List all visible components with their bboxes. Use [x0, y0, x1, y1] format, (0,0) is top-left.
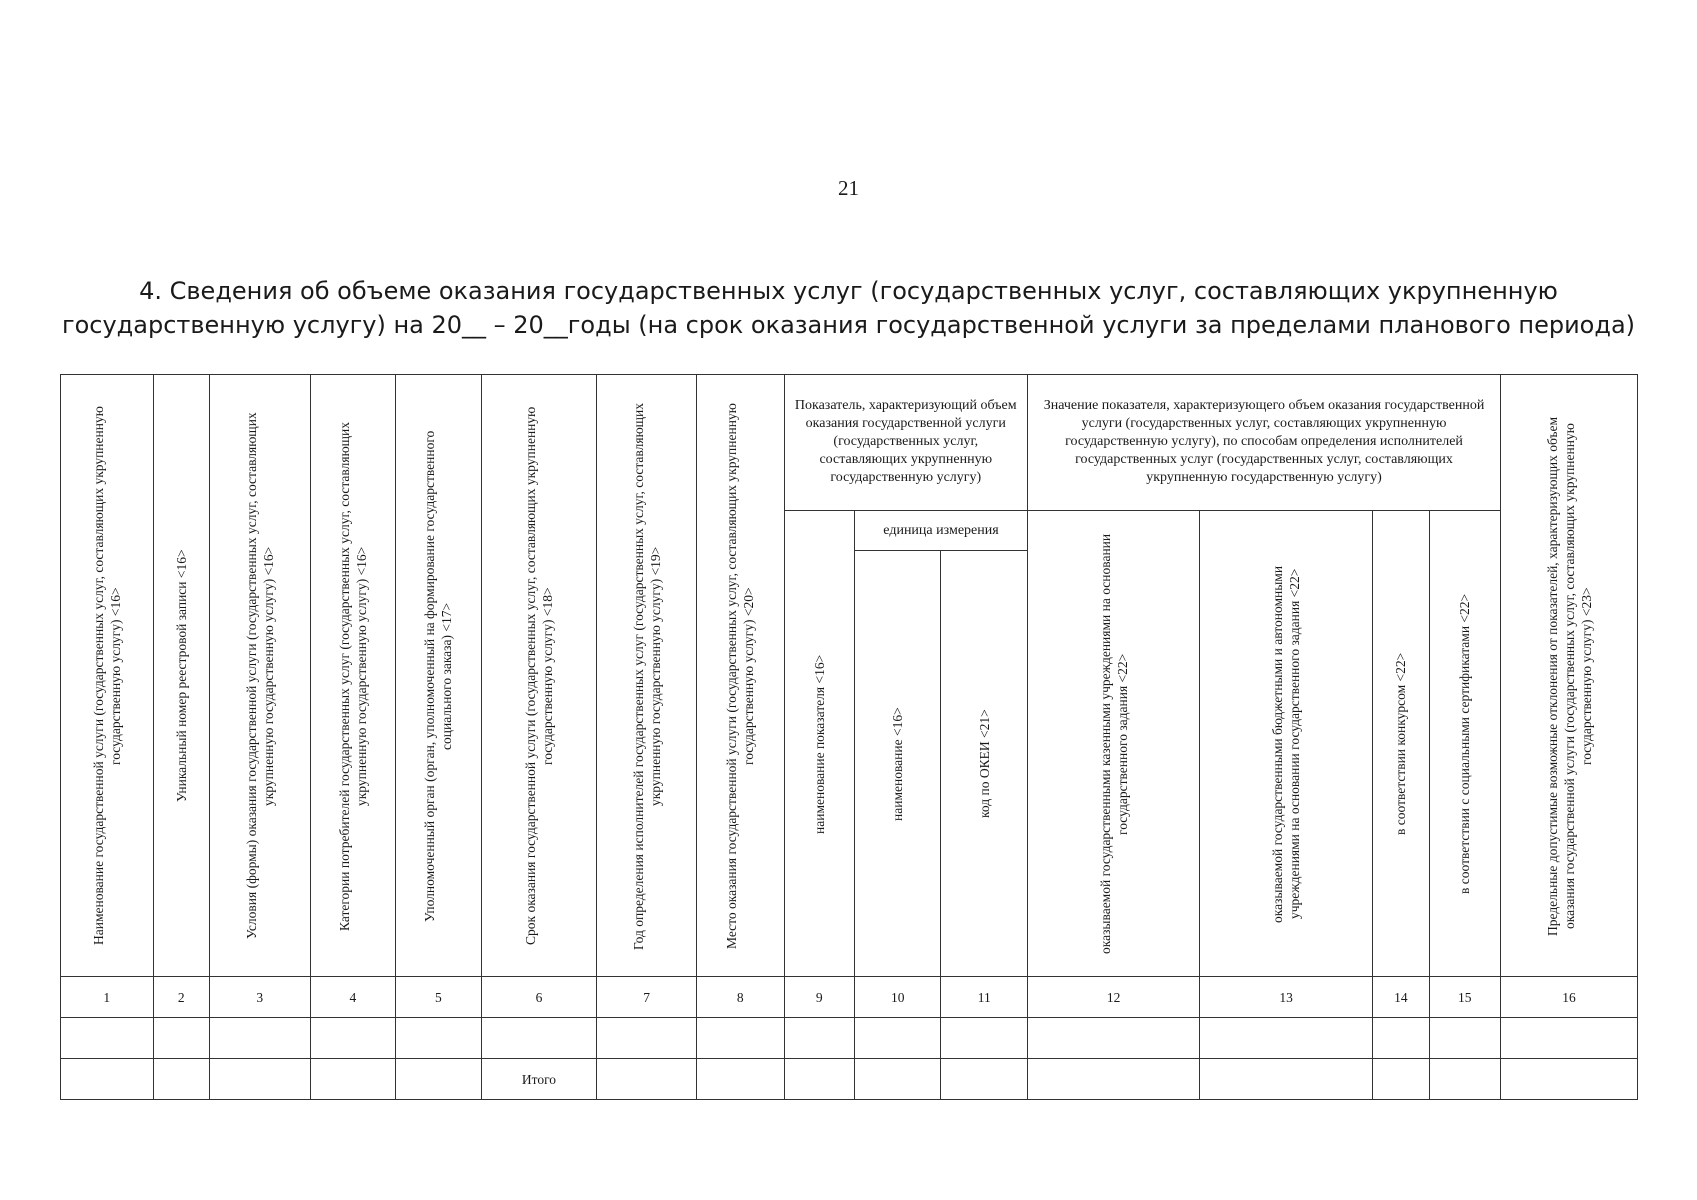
- empty-cell: [696, 1018, 784, 1059]
- header-col-1-label: Наименование государственной услуги (государственных услуг, составляющих укрупненную государственную услугу) <16>: [90, 406, 123, 945]
- empty-cell: [696, 1059, 784, 1100]
- header-col-4-label: Категории потребителей государственных услуг (государственных услуг, составляющих укрупненную государственную услугу) <16>: [336, 420, 369, 931]
- header-col-7-label: Год определения исполнителей государственных услуг (государственных услуг, составляющих укрупненную государственную услугу) <19>: [630, 401, 663, 950]
- empty-cell: [1429, 1059, 1500, 1100]
- header-col-4: [310, 375, 396, 977]
- header-col-1: [61, 375, 154, 977]
- header-col-6-label: Срок оказания государственной услуги (государственных услуг, составляющих укрупненную государственную услугу) <18>: [522, 406, 555, 945]
- services-volume-table: [60, 374, 1638, 1100]
- header-unit-group-label: единица измерения: [883, 523, 999, 538]
- column-number: 13: [1200, 977, 1373, 1018]
- header-col-11-label: код по ОКЕИ <21>: [976, 709, 992, 818]
- empty-cell: [61, 1018, 154, 1059]
- header-col-10: [854, 551, 941, 977]
- empty-cell: [61, 1059, 154, 1100]
- empty-cell: [310, 1059, 396, 1100]
- column-number: 11: [941, 977, 1028, 1018]
- empty-cell: [209, 1018, 310, 1059]
- empty-cell: [597, 1059, 697, 1100]
- header-col-3: [209, 375, 310, 977]
- header-col-5-label: Уполномоченный орган (орган, уполномоченный на формирование государственного социального заказа) <17>: [422, 429, 455, 922]
- header-col-14: [1373, 511, 1429, 977]
- column-number-row: [61, 977, 1638, 1018]
- header-col-11: [941, 551, 1028, 977]
- empty-cell: [209, 1059, 310, 1100]
- column-number: 12: [1028, 977, 1200, 1018]
- header-col-16-label: Предельные допустимые возможные отклонения от показателей, характеризующих объем оказания государственной услуги (государственных услуг, составляющих укрупненную государственную услугу) <23>: [1544, 415, 1594, 936]
- empty-cell: [1373, 1059, 1429, 1100]
- column-number: 10: [854, 977, 941, 1018]
- column-number: 6: [481, 977, 597, 1018]
- column-number: 4: [310, 977, 396, 1018]
- header-col-13-label: оказываемой государственными бюджетными и автономными учреждениями на основании государственного задания <22>: [1270, 564, 1303, 923]
- empty-cell: [1028, 1059, 1200, 1100]
- empty-cell: [854, 1059, 941, 1100]
- column-number: 16: [1501, 977, 1638, 1018]
- section-title: [60, 274, 1637, 342]
- header-col-8-label: Место оказания государственной услуги (государственных услуг, составляющих укрупненную государственную услугу) <20>: [724, 402, 757, 949]
- column-number: 7: [597, 977, 697, 1018]
- empty-cell: [1373, 1018, 1429, 1059]
- data-row: [61, 1018, 1638, 1059]
- empty-cell: [1028, 1018, 1200, 1059]
- column-number: 15: [1429, 977, 1500, 1018]
- header-col-8: [696, 375, 784, 977]
- column-number: 3: [209, 977, 310, 1018]
- header-col-12-label: оказываемой государственными казенными учреждениями на основании государственного задания <22>: [1097, 533, 1130, 954]
- empty-cell: [396, 1018, 482, 1059]
- header-indicator-group-label: Показатель, характеризующий объем оказания государственной услуги (государственных услуг, составляющих укрупненную государственную услугу): [794, 397, 1017, 485]
- column-number: 8: [696, 977, 784, 1018]
- column-number: 5: [396, 977, 482, 1018]
- empty-cell: [941, 1059, 1028, 1100]
- header-value-group: [1028, 375, 1501, 511]
- header-col-9-label: наименование показателя <16>: [811, 653, 827, 834]
- empty-cell: [153, 1018, 209, 1059]
- empty-cell: [1501, 1059, 1638, 1100]
- header-col-5: [396, 375, 482, 977]
- header-col-13: [1200, 511, 1373, 977]
- empty-cell: [1200, 1059, 1373, 1100]
- header-col-15: [1429, 511, 1500, 977]
- column-number: 1: [61, 977, 154, 1018]
- empty-cell: [784, 1059, 854, 1100]
- header-col-9: [784, 511, 854, 977]
- header-unit-group: [854, 511, 1027, 551]
- empty-cell: [310, 1018, 396, 1059]
- header-col-15-label: в соответствии с социальными сертификатами <22>: [1457, 593, 1473, 894]
- header-col-6: [481, 375, 597, 977]
- column-number: 2: [153, 977, 209, 1018]
- empty-cell: [941, 1018, 1028, 1059]
- empty-cell: [153, 1059, 209, 1100]
- section-title-line-2: государственную услугу) на 20__ – 20__годы (на срок оказания государственной услуги за пределами планового периода): [61, 311, 1636, 339]
- column-number: 14: [1373, 977, 1429, 1018]
- header-col-10-label: наименование <16>: [890, 706, 906, 821]
- empty-cell: [1429, 1018, 1500, 1059]
- header-col-12: [1028, 511, 1200, 977]
- page-number: 21: [838, 176, 859, 200]
- header-col-2-label: Уникальный номер реестровой записи <16>: [173, 549, 189, 802]
- header-col-16: [1501, 375, 1638, 977]
- empty-cell: [1200, 1018, 1373, 1059]
- total-label: Итого: [481, 1059, 597, 1100]
- total-row: [61, 1059, 1638, 1100]
- empty-cell: [784, 1018, 854, 1059]
- header-col-7: [597, 375, 697, 977]
- header-indicator-group: [784, 375, 1028, 511]
- empty-cell: [597, 1018, 697, 1059]
- section-title-line-1: 4. Сведения об объеме оказания государственных услуг (государственных услуг, составляющих укрупненную: [139, 277, 1558, 305]
- empty-cell: [1501, 1018, 1638, 1059]
- column-number: 9: [784, 977, 854, 1018]
- empty-cell: [854, 1018, 941, 1059]
- empty-cell: [396, 1059, 482, 1100]
- empty-cell: [481, 1018, 597, 1059]
- header-value-group-label: Значение показателя, характеризующего объем оказания государственной услуги (государственных услуг, составляющих укрупненную государственную услугу), по способам определения исполнителей государственных услуг (государственных услуг, составляющих укрупненную государственную услугу): [1043, 397, 1485, 485]
- header-col-2: [153, 375, 209, 977]
- header-col-3-label: Условия (формы) оказания государственной услуги (государственных услуг, составляющих укрупненную государственную услугу) <16>: [243, 412, 276, 939]
- header-col-14-label: в соответствии конкурсом <22>: [1393, 652, 1409, 835]
